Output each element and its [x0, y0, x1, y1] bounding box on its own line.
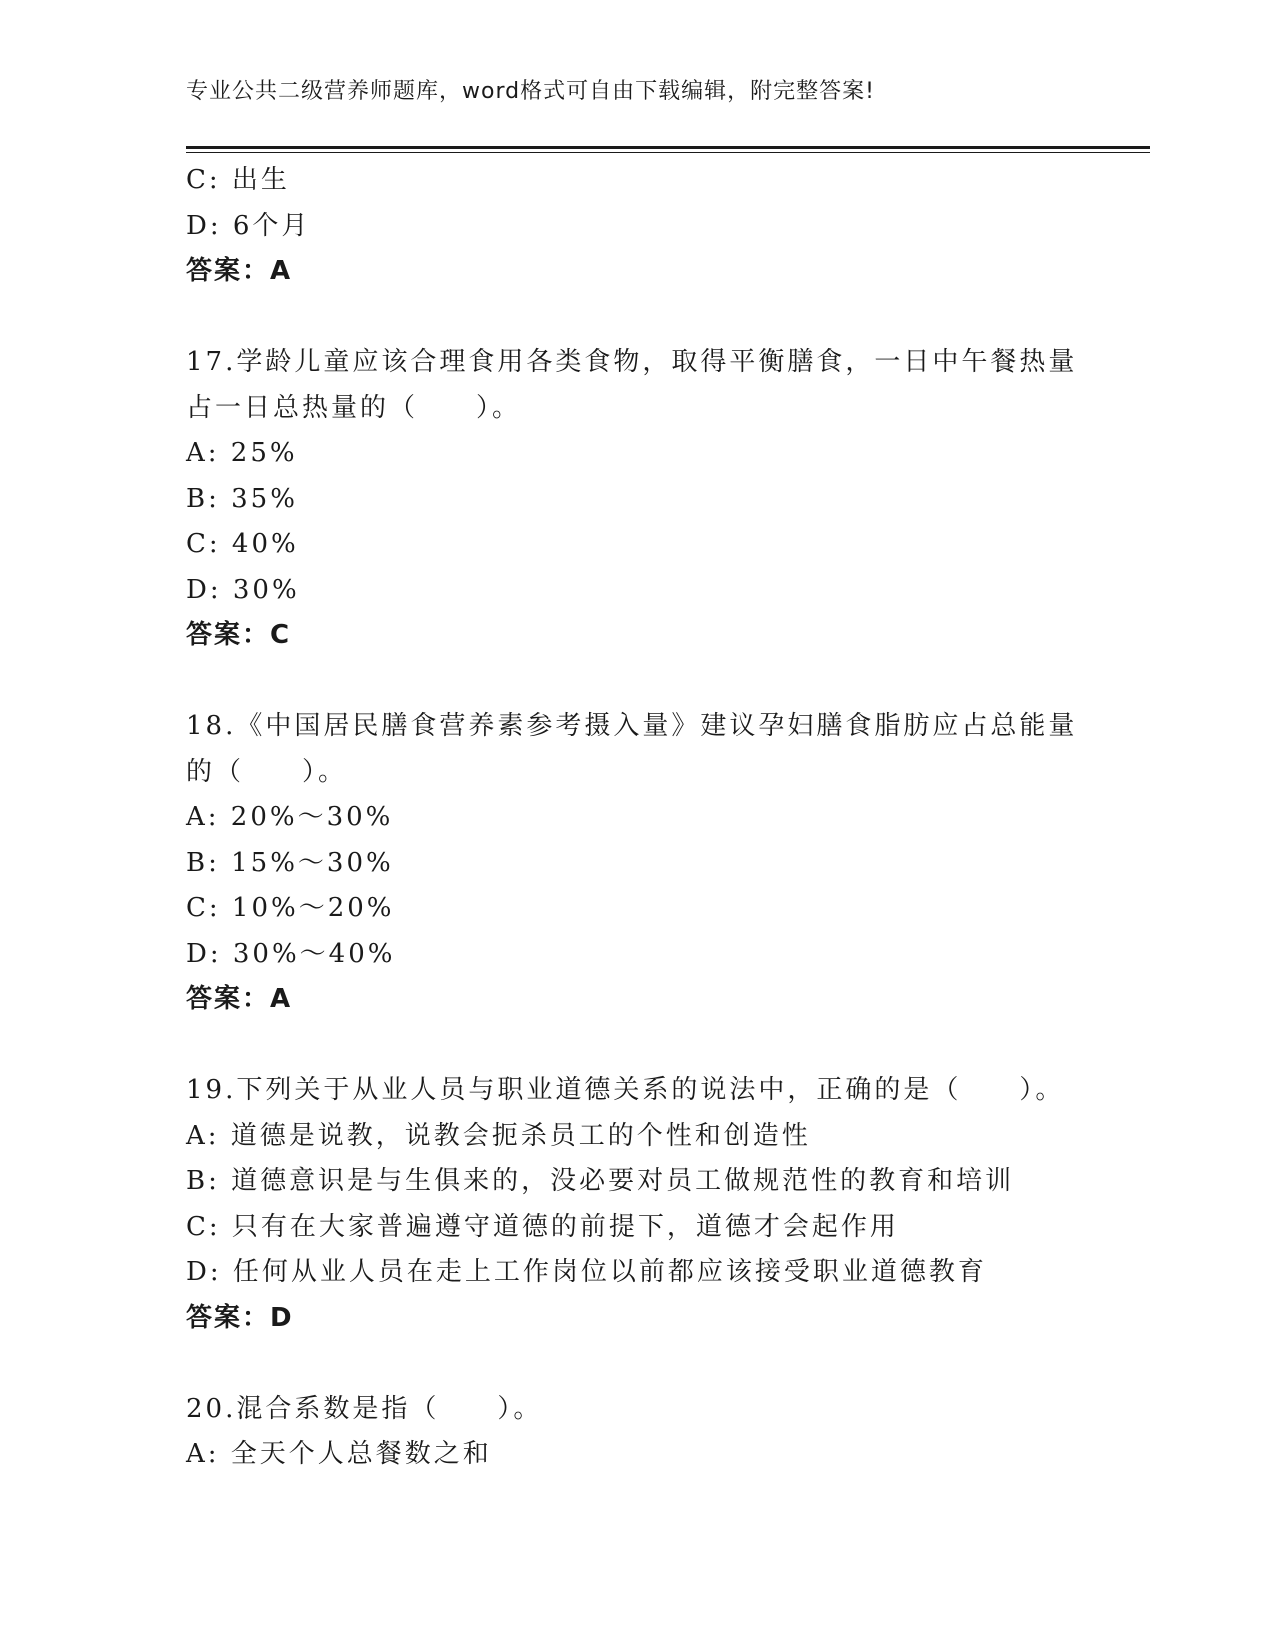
option-line: B: 道德意识是与生俱来的，没必要对员工做规范性的教育和培训 — [186, 1166, 1015, 1196]
option-line: A: 25% — [186, 438, 298, 468]
option-line: D: 30% — [186, 574, 300, 605]
answer-line: 答案：A — [186, 256, 293, 286]
question-stem: 占一日总热量的（ ）。 — [186, 392, 522, 423]
answer-line: 答案：A — [186, 984, 293, 1014]
option-line: A: 20%～30% — [186, 802, 394, 832]
question-list — [186, 158, 1146, 1478]
question-stem: 的（ ）。 — [186, 756, 348, 787]
header-rule-thick — [186, 146, 1150, 149]
option-line: D: 30%～40% — [186, 938, 396, 969]
option-line: C: 10%～20% — [186, 893, 395, 923]
header-rule-thin — [186, 152, 1150, 153]
option-line: C: 出生 — [186, 165, 290, 195]
option-line: D: 任何从业人员在走上工作岗位以前都应该接受职业道德教育 — [186, 1257, 987, 1287]
question-stem: 19.下列关于从业人员与职业道德关系的说法中，正确的是（ ）。 — [186, 1075, 1065, 1105]
question-stem: 17.学龄儿童应该合理食用各类食物，取得平衡膳食，一日中午餐热量 — [186, 347, 1078, 377]
question-stem: 18.《中国居民膳食营养素参考摄入量》建议孕妇膳食脂肪应占总能量 — [186, 711, 1078, 741]
answer-line: 答案：D — [186, 1302, 294, 1333]
option-line: A: 道德是说教，说教会扼杀员工的个性和创造性 — [186, 1120, 811, 1151]
option-line: A: 全天个人总餐数之和 — [186, 1439, 492, 1469]
option-line: C: 只有在大家普遍遵守道德的前提下，道德才会起作用 — [186, 1211, 899, 1242]
question-stem: 20.混合系数是指（ ）。 — [186, 1393, 543, 1424]
page-header: 专业公共二级营养师题库，word格式可自由下载编辑，附完整答案! — [186, 79, 875, 104]
option-line: B: 15%～30% — [186, 847, 394, 878]
option-line: D: 6个月 — [186, 210, 311, 241]
answer-line: 答案：C — [186, 620, 292, 650]
option-line: B: 35% — [186, 483, 298, 514]
option-line: C: 40% — [186, 529, 299, 559]
